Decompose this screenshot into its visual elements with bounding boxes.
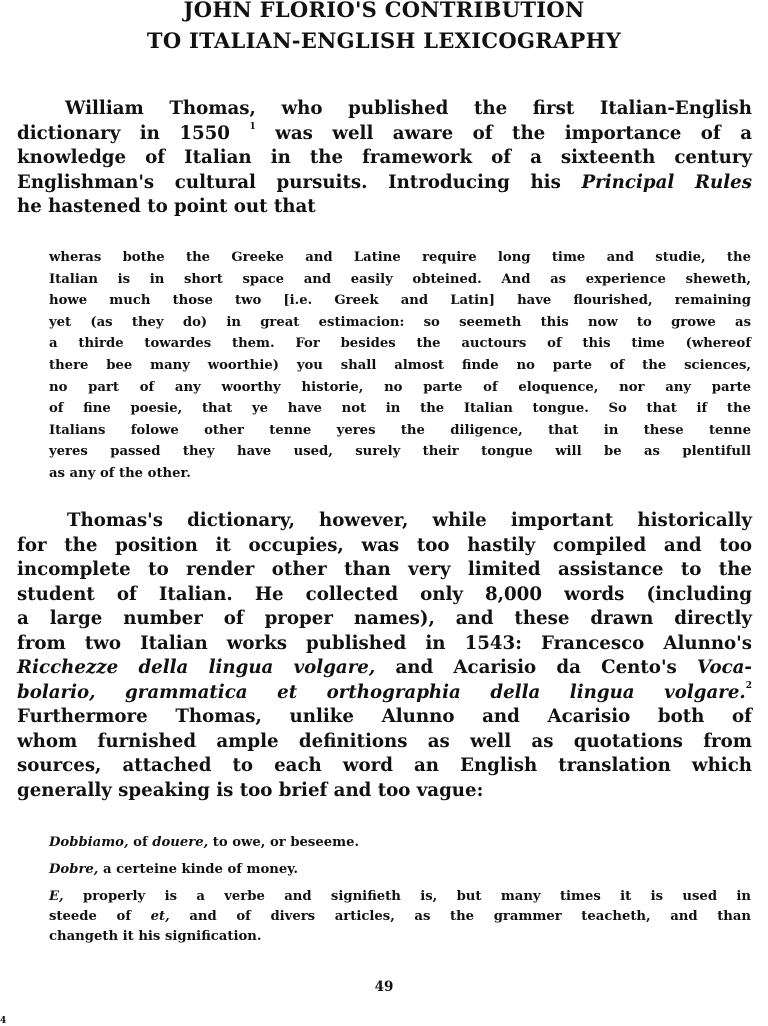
paragraph-1-line-1: William Thomas, who published the first Italian-English [65, 98, 752, 119]
paragraph-2-line: whom furnished ample definitions as well as quotations from [17, 730, 752, 752]
quote-line: howe much those two [i.e. Greek and Latin] have flourished, remaining [49, 293, 751, 309]
text-run: steede of [49, 909, 132, 924]
text-run: and of divers articles, as the grammer teacheth, and than [189, 909, 752, 924]
block-quotation [49, 247, 751, 485]
dictionary-examples [49, 833, 751, 954]
chapter-title-line-1: JOHN FLORIO'S CONTRIBUTION [183, 0, 585, 22]
quote-line: Italians folowe other tenne yeres the diligence, that in these tenne [49, 422, 751, 438]
entry-line [49, 887, 751, 907]
text-run: Englishman's cultural pursuits. Introducing his [17, 171, 561, 193]
paragraph-2-line: generally speaking is too brief and too vague: [17, 779, 484, 801]
chapter-title-line-2: TO ITALIAN-ENGLISH LEXICOGRAPHY [146, 28, 622, 53]
text-run: of [133, 835, 148, 850]
entry-line: changeth it his signification. [49, 929, 262, 944]
text-run: to owe, or beseeme. [212, 835, 360, 850]
paragraph-1 [17, 97, 752, 220]
paragraph-1-line-5: he hastened to point out that [17, 196, 316, 217]
paragraph-2-line: from two Italian works published in 1543: Francesco Alunno's [17, 632, 752, 654]
chapter-title [20, 0, 748, 56]
quote-line: wheras bothe the Greeke and Latine require long time and studie, the [49, 250, 751, 265]
paragraph-2-line [17, 656, 752, 681]
quote-line: Italian is in short space and easily obteined. And as experience sheweth, [49, 271, 751, 287]
italic-title-vocabolario-part-1: Voca- [697, 657, 752, 678]
text-run: dictionary in 1550 [17, 122, 230, 144]
quote-line: as any of the other. [49, 465, 191, 481]
quote-line: of fine poesie, that ye have not in the Italian tongue. So that if the [49, 401, 751, 417]
quote-line: no part of any woorthy historie, no parte of eloquence, nor any parte [49, 379, 751, 395]
quote-line: yet (as they do) in great estimacion: so seemeth this now to growe as [49, 314, 751, 330]
quote-line: yeres passed they have used, surely their tongue will be as plentifull [49, 444, 751, 460]
paragraph-2-line: Furthermore Thomas, unlike Alunno and Acarisio both of [17, 706, 752, 727]
entry-line [49, 860, 751, 880]
quote-line: a thirde towardes them. For besides the auctours of this time (whereof [49, 336, 751, 352]
dictionary-entry [49, 860, 751, 880]
paragraph-2-line [17, 681, 752, 706]
paragraph-1-line-3: knowledge of Italian in the framework of a sixteenth century [17, 147, 752, 168]
paragraph-2-line: Thomas's dictionary, however, while important historically [67, 510, 752, 531]
entry-headword: Dobbiamo, [49, 835, 129, 850]
text-run: and Acarisio da Cento's [395, 657, 677, 678]
paragraph-2-line: student of Italian. He collected only 8,000 words (including [17, 583, 752, 605]
dictionary-entry [49, 833, 751, 853]
text-run: was well aware of the importance of a [275, 122, 752, 144]
paragraph-1-line-4 [17, 171, 752, 196]
paragraph-2-line: for the position it occupies, was too hastily compiled and too [17, 534, 752, 556]
italic-title-principal-rules: Principal Rules [581, 171, 752, 193]
quote-line: there bee many woorthie) you shall almost finde no parte of the sciences, [49, 357, 751, 373]
entry-italic-word: douere, [152, 835, 209, 850]
paragraph-2 [17, 509, 752, 803]
footnote-ref-1: 1 [249, 121, 256, 132]
corner-mark: 4 [0, 1016, 7, 1026]
footnote-ref-2: 2 [745, 680, 752, 691]
entry-headword: Dobre, [49, 862, 99, 877]
text-run: properly is a verbe and signifieth is, but many times it is used in [83, 889, 751, 904]
paragraph-1-line-2 [17, 122, 752, 147]
paragraph-2-line: incomplete to render other than very limited assistance to the [17, 559, 752, 580]
paragraph-2-line: a large number of proper names), and these drawn directly [17, 608, 752, 629]
text-run: a certeine kinde of money. [102, 862, 299, 877]
entry-headword: E, [49, 889, 64, 904]
page-number: 49 [374, 979, 394, 995]
paragraph-2-line: sources, attached to each word an English translation which [17, 755, 752, 776]
italic-title-ricchezze: Ricchezze della lingua volgare, [17, 657, 376, 678]
entry-italic-word: et, [150, 909, 170, 924]
dictionary-entry [49, 887, 751, 947]
italic-title-vocabolario-part-2: bolario, grammatica et orthographia della lingua volgare. [17, 681, 746, 703]
entry-line [49, 833, 751, 853]
entry-line [49, 907, 751, 927]
